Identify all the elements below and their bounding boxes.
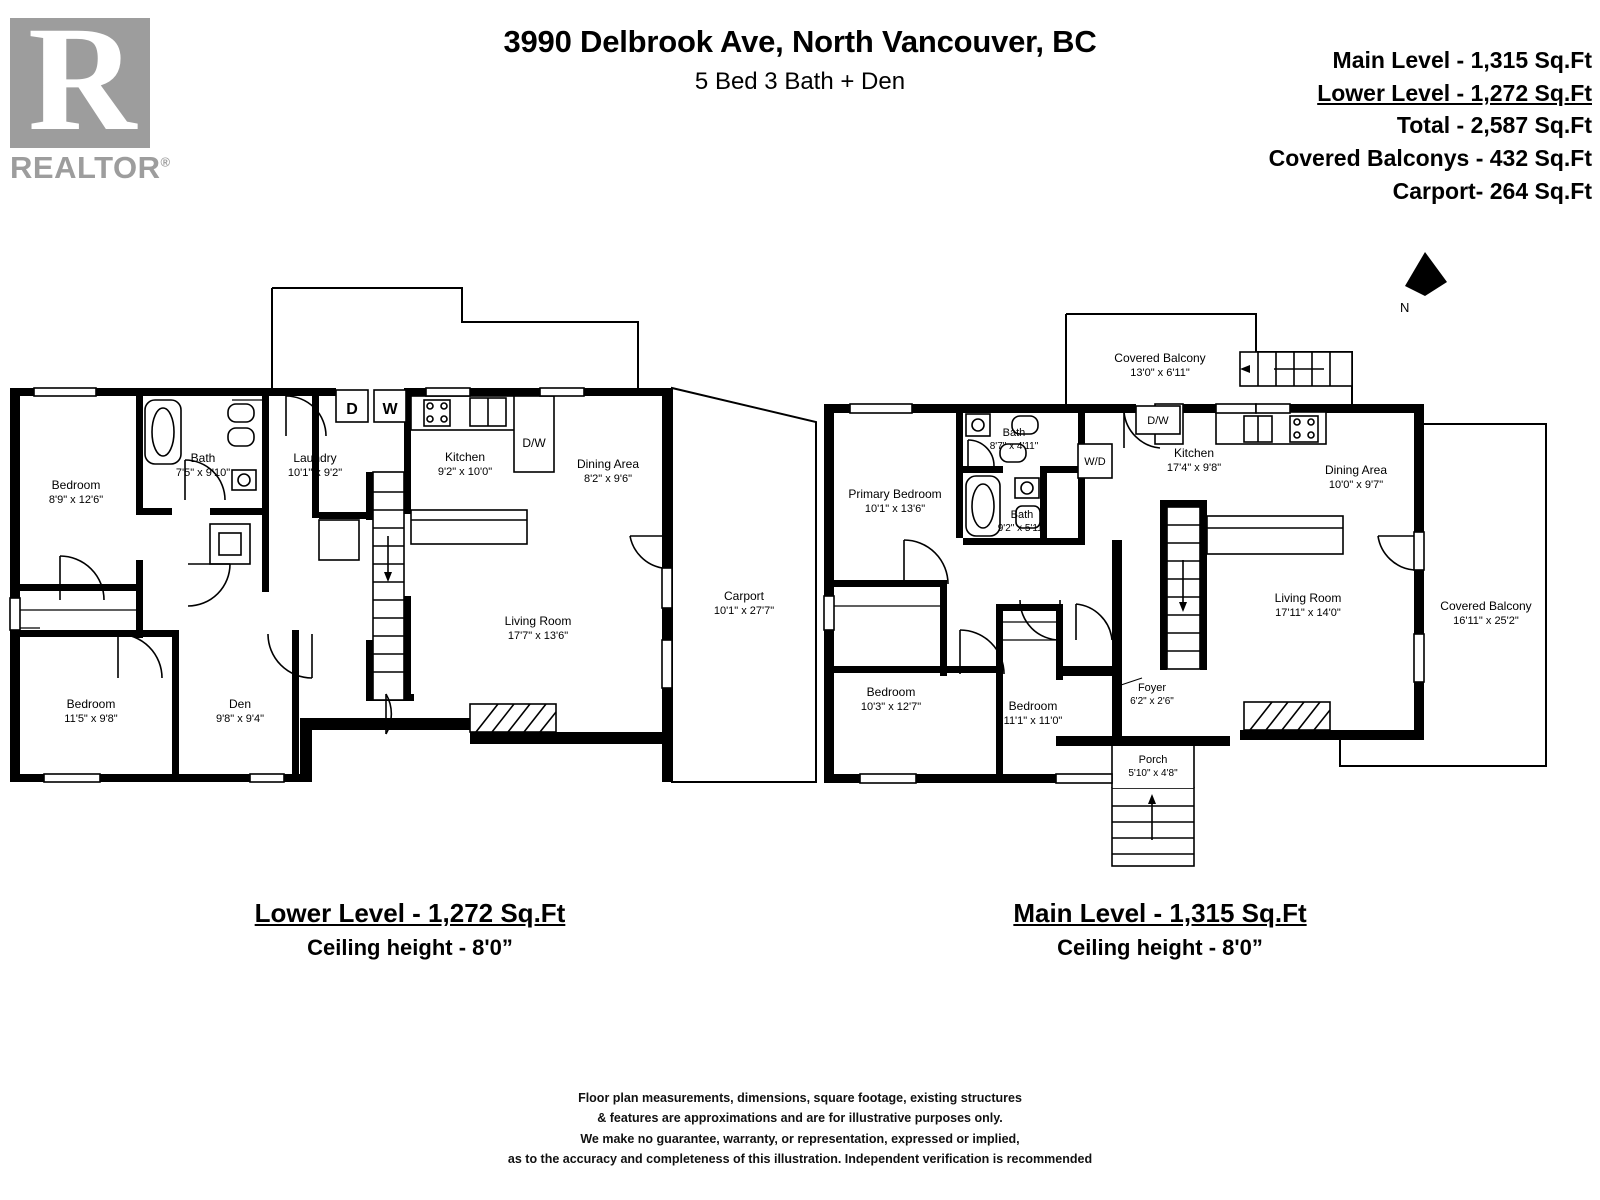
disclaimer-line-4: as to the accuracy and completeness of this illustration. Independent verification is recommended [507, 1151, 1093, 1166]
summary-carport: Carport- 264 Sq.Ft [1392, 177, 1592, 204]
appliance-label-washer: W [382, 401, 398, 418]
room-name: Bedroom [66, 697, 116, 711]
room-dims: 6'2" x 2'6" [1130, 696, 1174, 707]
room-name: Dining Area [576, 457, 640, 471]
room-dims: 9'2" x 10'0" [437, 466, 493, 478]
appliance-label-dryer: D [346, 401, 358, 418]
room-dims: 10'1" x 9'2" [287, 467, 343, 479]
page-subtitle: 5 Bed 3 Bath + Den [694, 68, 906, 95]
main-stairs [1167, 507, 1200, 669]
lower-laundry-fixtures [319, 520, 359, 560]
summary-covered-balconys: Covered Balconys - 432 Sq.Ft [1268, 144, 1592, 171]
room-name: Foyer [1137, 682, 1167, 694]
room-name: Kitchen [444, 450, 486, 464]
room-name: Bedroom [1008, 699, 1058, 713]
main-level-caption [900, 898, 1420, 961]
page-title: 3990 Delbrook Ave, North Vancouver, BC [503, 24, 1097, 59]
room-name: Covered Balcony [1440, 599, 1532, 613]
room-dims: 5'10" x 4'8" [1128, 768, 1178, 779]
summary-main-level: Main Level - 1,315 Sq.Ft [1332, 47, 1592, 73]
room-name: Dining Area [1324, 463, 1388, 477]
room-name: Kitchen [1173, 446, 1215, 460]
appliance-label-dishwasher: D/W [522, 436, 546, 450]
room-dims: 17'4" x 9'8" [1166, 462, 1222, 474]
room-name: Bath [1002, 427, 1026, 439]
room-name: Primary Bedroom [848, 487, 942, 501]
room-dims: 17'11" x 14'0" [1275, 607, 1341, 619]
disclaimer-line-2: & features are approximations and are for illustrative purposes only. [597, 1111, 1003, 1126]
lower-carport-outline [672, 388, 816, 782]
north-label: N [1400, 300, 1410, 315]
main-level-ceiling-height: Ceiling height - 8'0” [1057, 935, 1263, 960]
room-dims: 8'7" x 4'11" [989, 441, 1039, 452]
room-dims: 10'1" x 27'7" [713, 605, 775, 617]
main-level-caption-title: Main Level - 1,315 Sq.Ft [1013, 898, 1307, 928]
room-name: Bath [190, 451, 216, 465]
room-dims: 8'2" x 9'6" [583, 473, 633, 485]
room-dims: 9'2" x 5'11" [997, 523, 1047, 534]
lower-level-caption-title: Lower Level - 1,272 Sq.Ft [254, 898, 566, 928]
room-name: Covered Balcony [1114, 351, 1206, 365]
room-name: Porch [1138, 754, 1168, 766]
main-hearth [1244, 702, 1330, 730]
registered-mark: ® [160, 154, 171, 170]
room-dims: 11'1" x 11'0" [1003, 715, 1063, 727]
summary-lower-level: Lower Level - 1,272 Sq.Ft [1317, 79, 1592, 106]
room-dims: 9'8" x 9'4" [215, 713, 265, 725]
realtor-logo-letter: R [28, 0, 137, 162]
room-dims: 17'7" x 13'6" [507, 630, 569, 642]
disclaimer-line-1: Floor plan measurements, dimensions, square footage, existing structures [578, 1091, 1022, 1105]
appliance-label-dishwasher: D/W [1147, 415, 1169, 427]
room-dims: 10'3" x 12'7" [860, 701, 922, 713]
appliance-label-washer-dryer: W/D [1084, 456, 1106, 468]
lower-stairs [373, 472, 404, 700]
room-name: Living Room [504, 614, 572, 628]
summary-total: Total - 2,587 Sq.Ft [1396, 112, 1592, 139]
room-dims: 13'0" x 6'11" [1130, 367, 1190, 379]
room-name: Laundry [293, 451, 337, 465]
room-dims: 10'0" x 9'7" [1328, 479, 1384, 491]
room-dims: 16'11" x 25'2" [1453, 615, 1519, 627]
room-dims: 11'5" x 9'8" [64, 713, 118, 725]
room-name: Carport [723, 589, 765, 603]
room-name: Living Room [1274, 591, 1342, 605]
room-dims: 7'5" x 9'10" [175, 467, 231, 479]
room-name: Bedroom [51, 478, 101, 492]
room-name: Den [228, 697, 252, 711]
lower-level-ceiling-height: Ceiling height - 8'0” [307, 935, 513, 960]
room-dims: 10'1" x 13'6" [864, 503, 926, 515]
disclaimer-line-3: We make no guarantee, warranty, or representation, expressed or implied, [580, 1131, 1020, 1146]
room-dims: 8'9" x 12'6" [48, 494, 104, 506]
main-level-plan [824, 314, 1546, 866]
lower-bath-fixtures [145, 400, 256, 564]
lower-hearth [470, 704, 556, 732]
lower-upper-projection [272, 288, 638, 388]
main-balcony-stairs [1240, 352, 1352, 386]
realtor-wordmark-text: REALTOR [10, 150, 161, 185]
disclaimer [0, 1088, 1600, 1169]
room-name: Bath [1010, 509, 1034, 521]
lower-level-plan [10, 288, 816, 782]
lower-level-caption [150, 898, 670, 961]
room-name: Bedroom [866, 685, 916, 699]
